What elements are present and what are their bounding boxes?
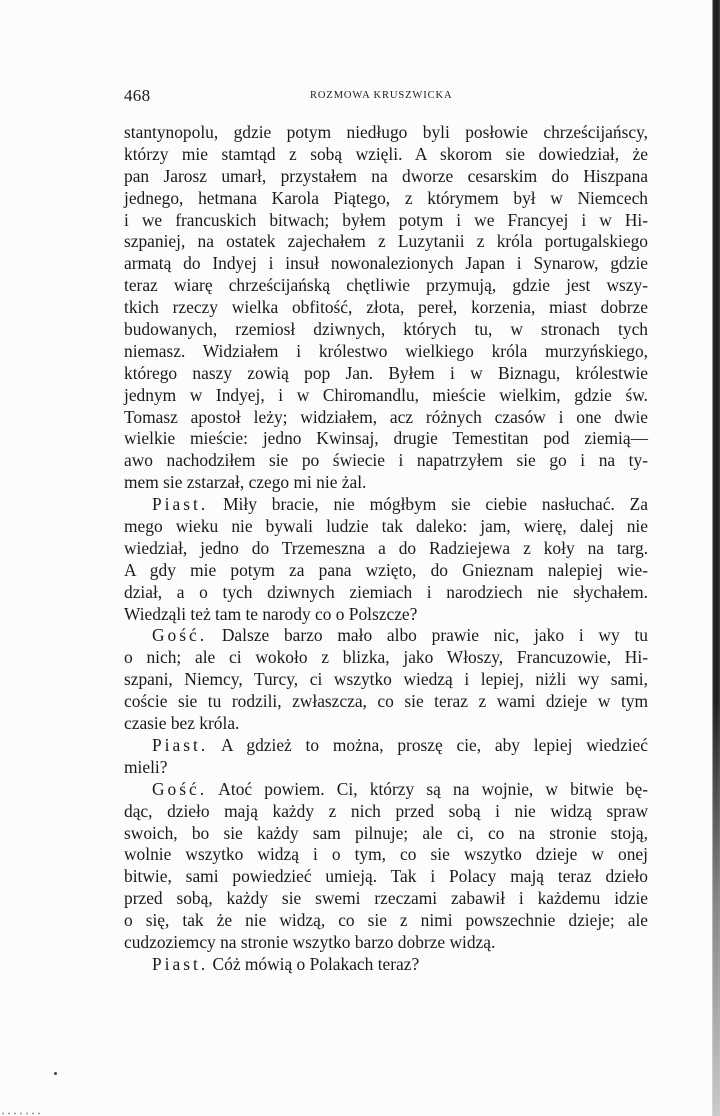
text-line [124, 604, 648, 626]
line-text: którego naszy zowią pop Jan. Byłem i w Biznagu, królestwie [124, 362, 648, 383]
line-text: Cóż mówią o Polakach teraz? [208, 953, 420, 974]
line-text: dział, a o tych dziwnych ziemiach i narodziech nie słychałem. [124, 581, 648, 602]
text-line [124, 910, 648, 932]
text-line [124, 166, 648, 188]
text-line [124, 757, 648, 779]
text-line [124, 713, 648, 735]
text-line [124, 669, 648, 691]
text-line [124, 582, 648, 604]
line-text: Dalsze barzo mało albo prawie nic, jako i wy tu [207, 625, 648, 646]
line-text: Wiedząli też tam te narody co o Polszcze? [124, 603, 418, 624]
speaker-name: Piast. [152, 953, 209, 974]
page-edge-fade [712, 700, 720, 1116]
line-text: jednego, hetmana Karola Piątego, z którymem był w Niemcech [124, 187, 648, 208]
text-line [124, 932, 648, 954]
scan-artifact-dots [0, 1112, 40, 1115]
text-line [124, 407, 648, 429]
line-text: swoich, bo sie każdy sam pilnuje; ale ci, co na stronie stoją, [124, 822, 648, 843]
running-title: ROZMOWA KRUSZWICKA [310, 90, 453, 101]
line-text: Atoć powiem. Ci, którzy są na wojnie, w bitwie bę- [207, 778, 648, 799]
text-line [124, 823, 648, 845]
line-text: coście sie tu rodzili, zwłaszcza, co sie teraz z wami dzieje w tym [124, 691, 648, 712]
line-text: pan Jarosz umarł, przystałem na dworze cesarskim do Hiszpana [124, 165, 648, 186]
text-line [124, 538, 648, 560]
line-text: stantynopolu, gdzie potym niedługo byli posłowie chrześcijańscy, [124, 122, 648, 142]
text-line [124, 866, 648, 888]
line-text: bitwie, sami powiedzieć umieją. Tak i Polacy mają teraz dzieło [124, 866, 648, 887]
line-text: niemasz. Widziałem i królestwo wielkiego króla murzyńskiego, [124, 340, 648, 361]
line-text: mieli? [124, 756, 168, 777]
text-line [124, 297, 648, 319]
text-line [124, 210, 648, 232]
text-line [124, 516, 648, 538]
line-text: Miły bracie, nie mógłbym sie ciebie nasłuchać. Za [208, 494, 648, 515]
speech-line [124, 779, 648, 801]
text-line [124, 472, 648, 494]
text-line [124, 428, 648, 450]
line-text: cudzoziemcy na stronie wszytko barzo dobrze widzą. [124, 931, 496, 952]
line-text: o się, tak że nie widzą, co sie z nimi powszechnie dzieje; ale [124, 910, 648, 931]
speech-line [124, 625, 648, 647]
line-text: A gdy mie potym za pana wzięto, do Gnieznam nalepiej wie- [124, 559, 648, 580]
text-line [124, 341, 648, 363]
text-line [124, 144, 648, 166]
text-line [124, 253, 648, 275]
text-line [124, 231, 648, 253]
line-text: jednym w Indyej, i w Chiromandlu, mieście wielkim, gdzie św. [124, 384, 648, 405]
text-line [124, 122, 648, 144]
text-line [124, 844, 648, 866]
line-text: szpani, Niemcy, Turcy, ci wszytko wiedzą i lepiej, niżli wy sami, [124, 669, 648, 690]
text-line [124, 275, 648, 297]
print-speck [54, 1072, 57, 1075]
line-text: szpaniej, na ostatek zajechałem z Luzytanii z króla portugalskiego [124, 231, 648, 252]
text-line [124, 188, 648, 210]
text-line [124, 801, 648, 823]
text-line [124, 888, 648, 910]
line-text: A gdzież to można, proszę cie, aby lepiej wiedzieć [208, 734, 648, 755]
line-text: tkich rzeczy wielka obfitość, złota, pereł, korzenia, miast dobrze [124, 297, 648, 318]
speaker-name: Piast. [152, 734, 209, 755]
line-text: teraz wiarę chrześcijańską chętliwie przymują, gdzie jest wszy- [124, 275, 648, 296]
line-text: o nich; ale ci wokoło z blizka, jako Włoszy, Francuzowie, Hi- [124, 647, 648, 668]
line-text: mem sie zstarzał, czego mi nie żal. [124, 472, 367, 493]
speaker-name: Piast. [152, 494, 209, 515]
speech-line [124, 494, 648, 516]
line-text: armatą do Indyej i insuł nowonalezionych Japan i Synarow, gdzie [124, 253, 648, 274]
speech-line [124, 735, 648, 757]
line-text: i we francuskich bitwach; byłem potym i we Francyej i w Hi- [124, 209, 648, 230]
speaker-name: Gość. [152, 625, 208, 646]
speech-line [124, 954, 648, 976]
text-line [124, 385, 648, 407]
line-text: wielkie mieście: jedno Kwinsaj, drugie Temestitan pod ziemią— [124, 428, 648, 449]
line-text: awo nachodziłem sie po świecie i napatrzyłem sie go i na ty- [124, 450, 648, 471]
text-line [124, 691, 648, 713]
body-text [124, 122, 648, 976]
line-text: wiedział, jedno do Trzemeszna a do Radziejewa z koły na targ. [124, 537, 648, 558]
line-text: wolnie wszytko widzą i o tym, co sie wszytko dzieje w onej [124, 844, 648, 865]
line-text: którzy mie stamtąd z sobą wzięli. A skorom sie dowiedział, że [124, 143, 648, 164]
line-text: Tomasz apostoł leży; widziałem, acz różnych czasów i one dwie [124, 406, 648, 427]
text-line [124, 647, 648, 669]
text-line [124, 560, 648, 582]
text-line [124, 319, 648, 341]
line-text: dąc, dzieło mają każdy z nich przed sobą i nie widzą spraw [124, 800, 648, 821]
speaker-name: Gość. [152, 778, 208, 799]
text-line [124, 450, 648, 472]
page-number: 468 [124, 86, 151, 105]
text-line [124, 363, 648, 385]
line-text: czasie bez króla. [124, 713, 240, 734]
running-head [124, 86, 648, 108]
line-text: mego wieku nie bywali ludzie tak daleko: jam, wierę, dalej nie [124, 516, 648, 537]
line-text: przed sobą, każdy sie swemi rzeczami zabawił i każdemu idzie [124, 888, 648, 909]
line-text: budowanych, rzemiosł dziwnych, których tu, w stronach tych [124, 319, 648, 340]
